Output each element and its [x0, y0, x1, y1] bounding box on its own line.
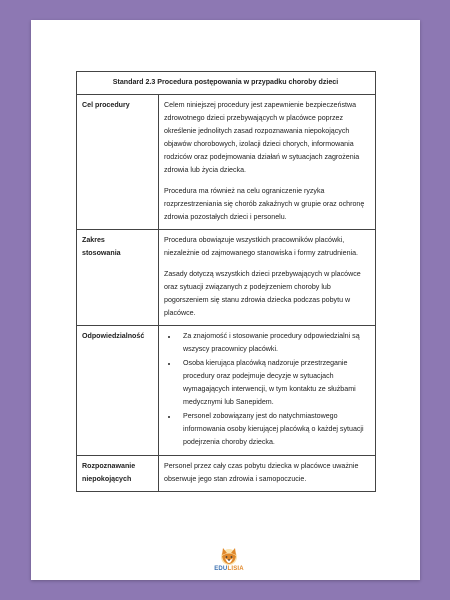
row-content-rozpoznawanie: [159, 456, 376, 492]
procedure-table: [76, 71, 376, 492]
row-content-zakres: [159, 230, 376, 326]
bullet-list: [164, 330, 369, 449]
table-row: [77, 95, 376, 230]
list-item: • Personel zobowiązany jest do natychmiastowego informowania osoby kierującej placówką o każdej sytuacji podejrzenia choroby dziecka.: [178, 410, 369, 449]
row-content-odpowiedzialnosc: [159, 326, 376, 456]
row-heading-cel: Cel procedury: [77, 95, 159, 230]
table-row: [77, 230, 376, 326]
table-row: [77, 72, 376, 95]
logo-text-part1: EDU: [214, 566, 228, 572]
logo-text-part2: LISIA: [227, 566, 244, 572]
heading-line: Rozpoznawanie: [82, 462, 136, 470]
heading-line: stosowania: [82, 249, 121, 257]
edulisia-logo: [209, 547, 249, 579]
paragraph: Personel przez cały czas pobytu dziecka w placówce uważnie obserwuje jego stan zdrowia i samopoczucie.: [164, 462, 359, 483]
table-row: [77, 456, 376, 492]
row-content-cel: [159, 95, 376, 230]
fox-icon: [209, 547, 249, 567]
table-row: [77, 326, 376, 456]
row-heading-rozpoznawanie: [77, 456, 159, 492]
logo-wordmark: [209, 566, 249, 572]
procedure-title: Standard 2.3 Procedura postępowania w przypadku choroby dzieci: [77, 72, 376, 95]
paragraph: Procedura ma również na celu ograniczenie ryzyka rozprzestrzeniania się chorób zakaźnych w grupie oraz ochronę zdrowia pozostałych dzieci i personelu.: [164, 187, 365, 221]
list-item: • Osoba kierująca placówką nadzoruje przestrzeganie procedury oraz podejmuje decyzje w sytuacjach wymagających interwencji, w tym kontaktu ze służbami medycznymi lub Sanepidem.: [178, 357, 369, 409]
heading-line: Zakres: [82, 236, 105, 244]
paragraph: Zasady dotyczą wszystkich dzieci przebywających w placówce oraz sytuacji związanych z podejrzeniem choroby lub pogorszeniem się stanu zdrowia dziecka podczas pobytu w placówce.: [164, 270, 361, 317]
list-item: • Za znajomość i stosowanie procedury odpowiedzialni są wszyscy pracownicy placówki.: [178, 330, 369, 356]
heading-line: niepokojących: [82, 475, 132, 483]
document-page: [31, 20, 420, 580]
row-heading-odpowiedzialnosc: Odpowiedzialność: [77, 326, 159, 456]
paragraph: Celem niniejszej procedury jest zapewnienie bezpieczeństwa zdrowotnego dzieci przebywających w placówce poprzez określenie jednolitych zasad rozpoznawania niepokojących objawów chorobowych, izolacji dzieci chorych, informowania rodziców oraz podejmowania działań w sytuacjach zagrożenia zdrowia lub życia dziecka.: [164, 101, 360, 174]
row-heading-zakres: [77, 230, 159, 326]
paragraph: Procedura obowiązuje wszystkich pracowników placówki, niezależnie od zajmowanego stanowiska i formy zatrudnienia.: [164, 236, 359, 257]
